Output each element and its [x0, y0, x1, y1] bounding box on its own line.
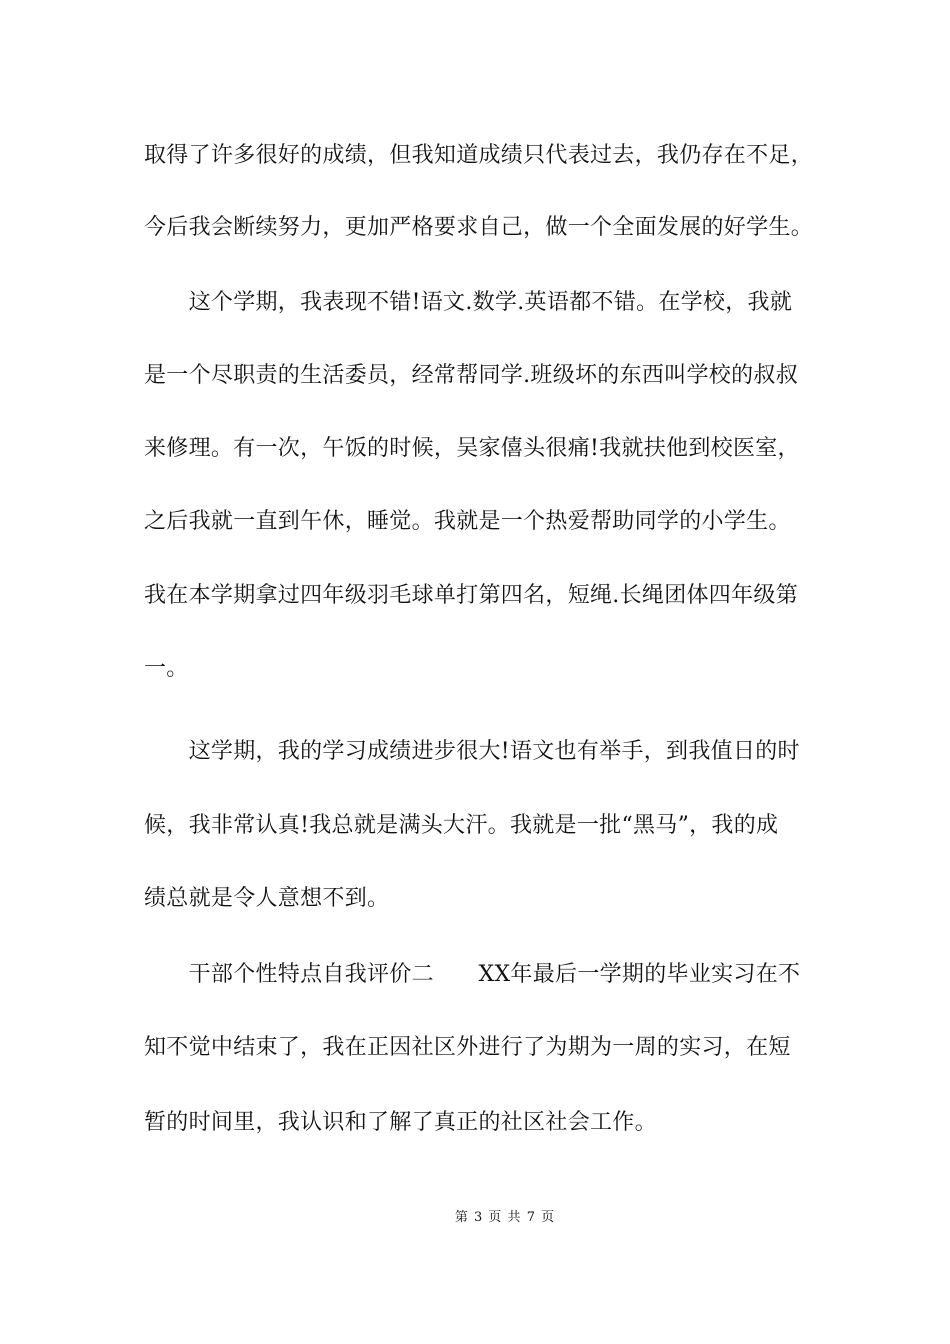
text-line: 之后我就一直到午休，睡觉。我就是一个热爱帮助同学的小学生。	[144, 509, 791, 534]
text-line: 一。	[144, 656, 189, 681]
text-line: 知不觉中结束了，我在正因社区外进行了为期为一周的实习，在短	[144, 1035, 791, 1060]
text-line: 这学期，我的学习成绩进步很大!语文也有举手，到我值日的时	[144, 739, 800, 764]
text-line: 干部个性特点自我评价二 XX年最后一学期的毕业实习在不	[144, 962, 801, 987]
text-line: 绩总就是令人意想不到。	[144, 886, 390, 911]
text-line: 这个学期，我表现不错!语文.数学.英语都不错。在学校，我就	[144, 290, 793, 315]
text-line: 来修理。有一次，午饭的时候，吴家僖头很痛!我就扶他到校医室，	[144, 436, 800, 461]
text-line: 是一个尽职责的生活委员，经常帮同学.班级坏的东西叫学校的叔叔	[144, 363, 798, 388]
text-line: 取得了许多很好的成绩，但我知道成绩只代表过去，我仍存在不足，	[144, 143, 814, 168]
text-line: 候，我非常认真!我总就是满头大汗。我就是一批“黑马”，我的成	[144, 813, 779, 838]
page-number-footer: 第 3 页 共 7 页	[454, 1210, 556, 1225]
text-line: 暂的时间里，我认识和了解了真正的社区社会工作。	[144, 1110, 657, 1135]
text-line: 我在本学期拿过四年级羽毛球单打第四名，短绳.长绳团体四年级第	[144, 583, 798, 608]
text-line: 今后我会断续努力，更加严格要求自己，做一个全面发展的好学生。	[144, 215, 814, 240]
